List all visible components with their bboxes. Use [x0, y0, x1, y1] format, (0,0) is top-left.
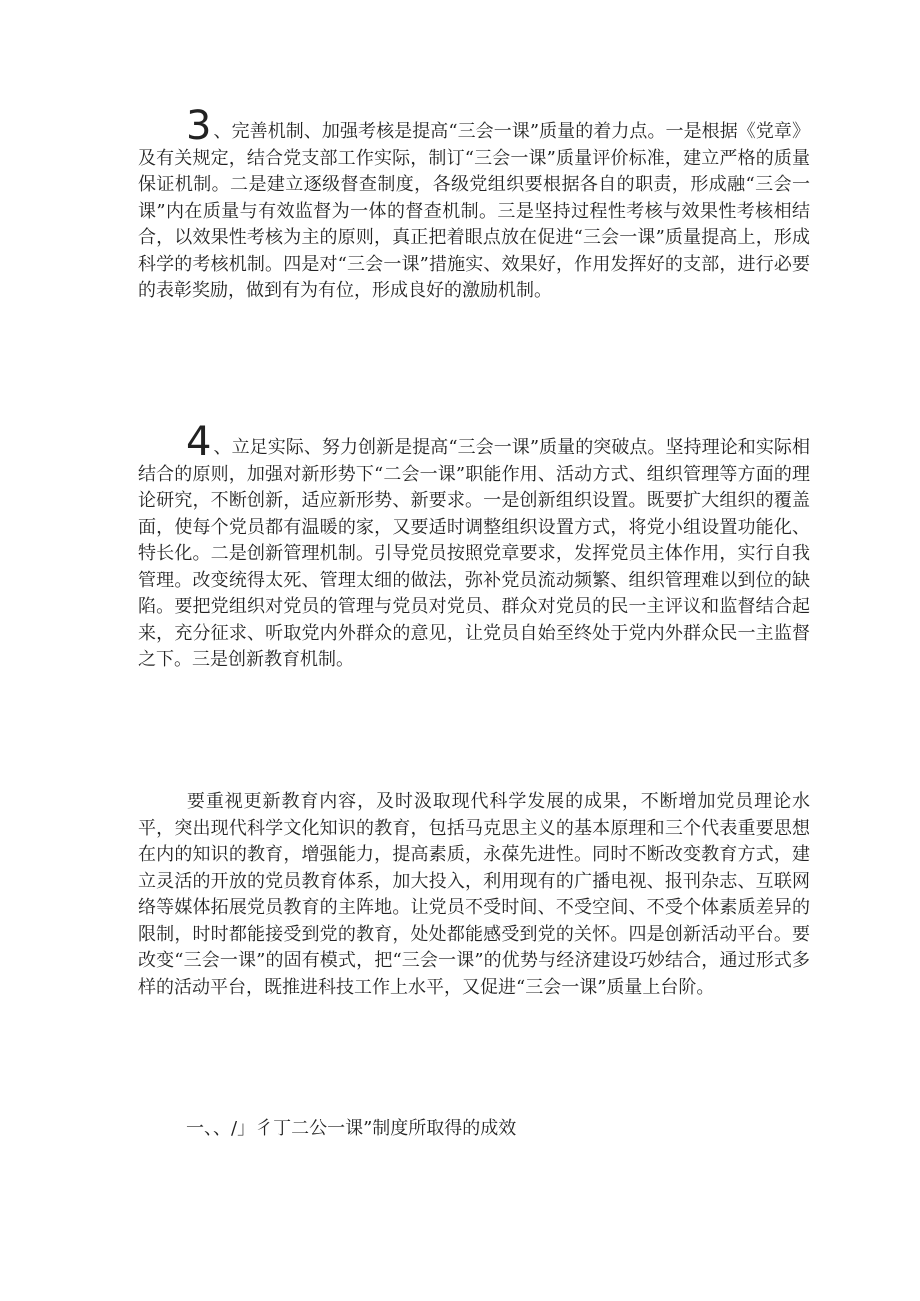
- paragraph-3: [138, 103, 810, 305]
- paragraph-number: 4: [186, 419, 212, 465]
- paragraph-text: 、完善机制、加强考核是提高“三会一课”质量的着力点。一是根据《党章》及有关规定，结合党支部工作实际，制订“三会一课”质量评价标准，建立严格的质量保证机制。二是建立逐级督查制度，各级党组织要根据各自的职责，形成融“三会一课”内在质量与有效监督为一体的督查机制。三是坚持过程性考核与效果性考核相结合，以效果性考核为主的原则，真正把着眼点放在促进“三会一课”质量提高上，形成科学的考核机制。四是对“三会一课”措施实、效果好，作用发挥好的支部，进行必要的表彰奖励，做到有为有位，形成良好的激励机制。: [138, 121, 810, 301]
- paragraph-text: 要重视更新教育内容，及时汲取现代科学发展的成果，不断增加党员理论水平，突出现代科学文化知识的教育，包括马克思主义的基本原理和三个代表重要思想在内的知识的教育，增强能力，提高素质，永葆先进性。同时不断改变教育方式，建立灵活的开放的党员教育体系，加大投入，利用现有的广播电视、报刊杂志、互联网络等媒体拓展党员教育的主阵地。让党员不受时间、不受空间、不受个体素质差异的限制，时时都能接受到党的教育，处处都能感受到党的关怀。四是创新活动平台。要改变“三会一课”的固有模式，把“三会一课”的优势与经济建设巧妙结合，通过形式多样的活动平台，既推进科技工作上水平，又促进“三会一课”质量上台阶。: [138, 791, 810, 998]
- paragraph-education: [138, 789, 810, 1001]
- paragraph-number: 3: [186, 103, 212, 149]
- paragraph-4: [138, 419, 810, 674]
- section-heading: 一、、/」彳丁二公一课”制度所取得的成效: [186, 1118, 517, 1139]
- paragraph-text: 、立足实际、努力创新是提高“三会一课”质量的突破点。坚持理论和实际相结合的原则，加强对新形势下“二会一课”职能作用、活动方式、组织管理等方面的理论研究，不断创新，适应新形势、新要求。一是创新组织设置。既要扩大组织的覆盖面，使每个党员都有温暖的家，又要适时调整组织设置方式，将党小组设置功能化、特长化。二是创新管理机制。引导党员按照党章要求，发挥党员主体作用，实行自我管理。改变统得太死、管理太细的做法，弥补党员流动频繁、组织管理难以到位的缺陷。要把党组织对党员的管理与党员对党员、群众对党员的民一主评议和监督结合起来，充分征求、听取党内外群众的意见，让党员自始至终处于党内外群众民一主监督之下。三是创新教育机制。: [138, 437, 810, 670]
